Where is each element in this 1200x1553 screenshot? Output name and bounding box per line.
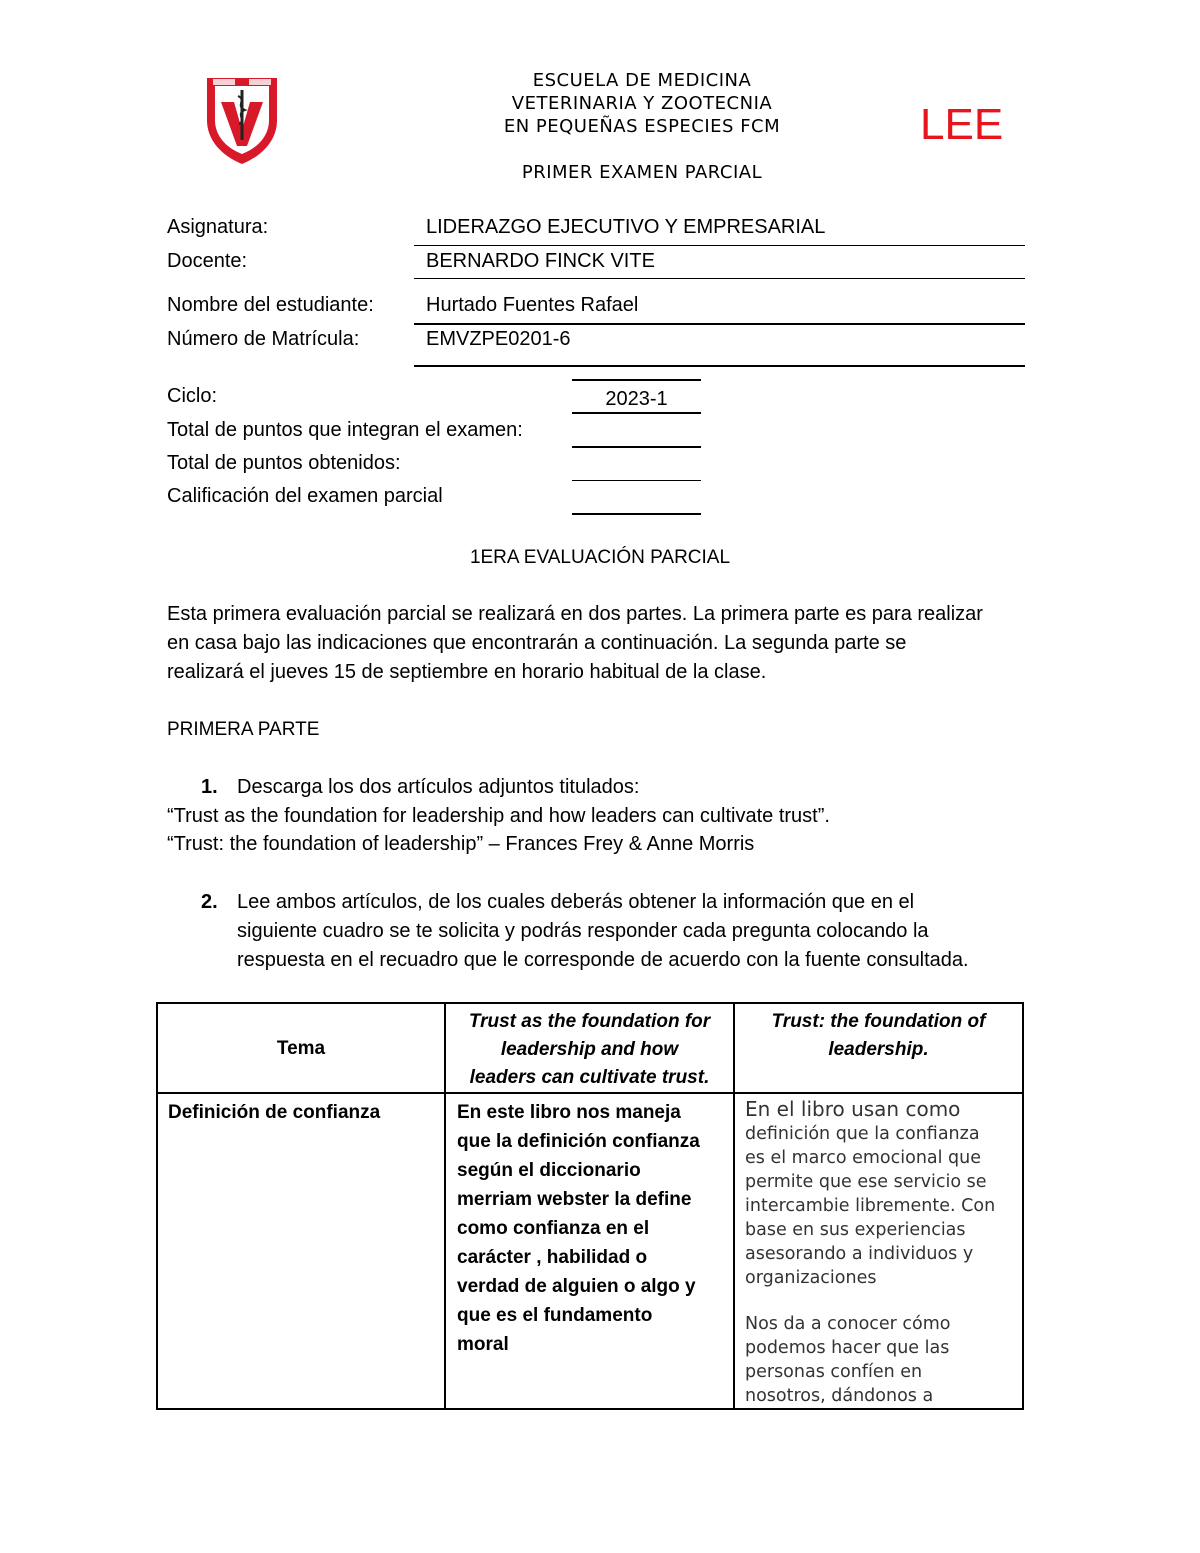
field-underline [414,323,1025,325]
header-line-3: EN PEQUEÑAS ESPECIES FCM [503,116,781,137]
field-underline [414,245,1025,246]
field-value-asignatura: LIDERAZGO EJECUTIVO Y EMPRESARIAL [426,216,826,238]
cell-tema: Definición de confianza [157,1093,445,1409]
score-underline [572,379,701,381]
field-label-estudiante: Nombre del estudiante: [167,294,374,316]
score-underline [572,513,701,515]
score-underline [572,480,701,481]
article-2-title: “Trust: the foundation of leadership” – Frances Frey & Anne Morris [167,833,755,855]
score-label-total: Total de puntos que integran el examen: [167,419,523,441]
field-underline [414,365,1025,367]
header-cell-article-1: Trust as the foundation for leadership and how leaders can cultivate trust. [445,1003,734,1093]
step-2-line-1: Lee ambos artículos, de los cuales deberás obtener la información que en el [237,891,915,913]
intro-line-3: realizará el jueves 15 de septiembre en horario habitual de la clase. [167,661,767,683]
score-label-ciclo: Ciclo: [167,385,218,407]
field-value-matricula: EMVZPE0201-6 [426,328,571,350]
intro-line-1: Esta primera evaluación parcial se realizará en dos partes. La primera parte es para realizar [167,603,983,625]
cell-answer-article-2[interactable]: En el libro usan como definición que la confianza es el marco emocional que permite que ese servicio se intercambie libremente. Con base en sus experiencias asesorando a individuos y organizaciones Nos da a conocer cómo podemos hacer que las personas confíen en nosotros, dándonos a [734,1093,1023,1409]
field-underline [414,278,1025,279]
cell-answer-article-1[interactable]: En este libro nos maneja que la definición confianza según el diccionario merriam webster la define como confianza en el carácter , habilidad o verdad de alguien o algo y que es el fundamento moral [445,1093,734,1409]
school-logo [205,74,279,166]
field-label-asignatura: Asignatura: [167,216,269,238]
step-2-line-3: respuesta en el recuadro que le corresponde de acuerdo con la fuente consultada. [237,949,969,971]
intro-line-2: en casa bajo las indicaciones que encontrarán a continuación. La segunda parte se [167,632,907,654]
step-1-text: Descarga los dos artículos adjuntos titulados: [237,776,640,798]
part-title: PRIMERA PARTE [167,719,320,740]
exam-title: PRIMER EXAMEN PARCIAL [521,162,763,183]
section-title: 1ERA EVALUACIÓN PARCIAL [469,547,731,568]
score-label-calificacion: Calificación del examen parcial [167,485,443,507]
score-underline [572,446,701,448]
field-label-matricula: Número de Matrícula: [167,328,360,350]
header-line-1: ESCUELA DE MEDICINA [532,70,752,91]
header-line-2: VETERINARIA Y ZOOTECNIA [511,93,773,114]
field-value-docente: BERNARDO FINCK VITE [426,250,655,272]
stamp-text: LEE [920,100,1004,149]
field-value-estudiante: Hurtado Fuentes Rafael [426,294,639,316]
score-label-obtenidos: Total de puntos obtenidos: [167,452,401,474]
score-value-ciclo: 2023-1 [605,388,668,410]
table-row [157,1093,1023,1409]
step-1-number: 1. [201,776,218,798]
step-2-number: 2. [201,891,218,913]
field-label-docente: Docente: [167,250,248,272]
step-2-line-2: siguiente cuadro se te solicita y podrás responder cada pregunta colocando la [237,920,929,942]
answers-table [156,1002,1024,1410]
table-header-row [157,1003,1023,1093]
score-underline [572,412,701,414]
header-cell-article-2: Trust: the foundation of leadership. [734,1003,1023,1093]
article-1-title: “Trust as the foundation for leadership and how leaders can cultivate trust”. [167,805,830,827]
header-cell-tema: Tema [157,1003,445,1093]
